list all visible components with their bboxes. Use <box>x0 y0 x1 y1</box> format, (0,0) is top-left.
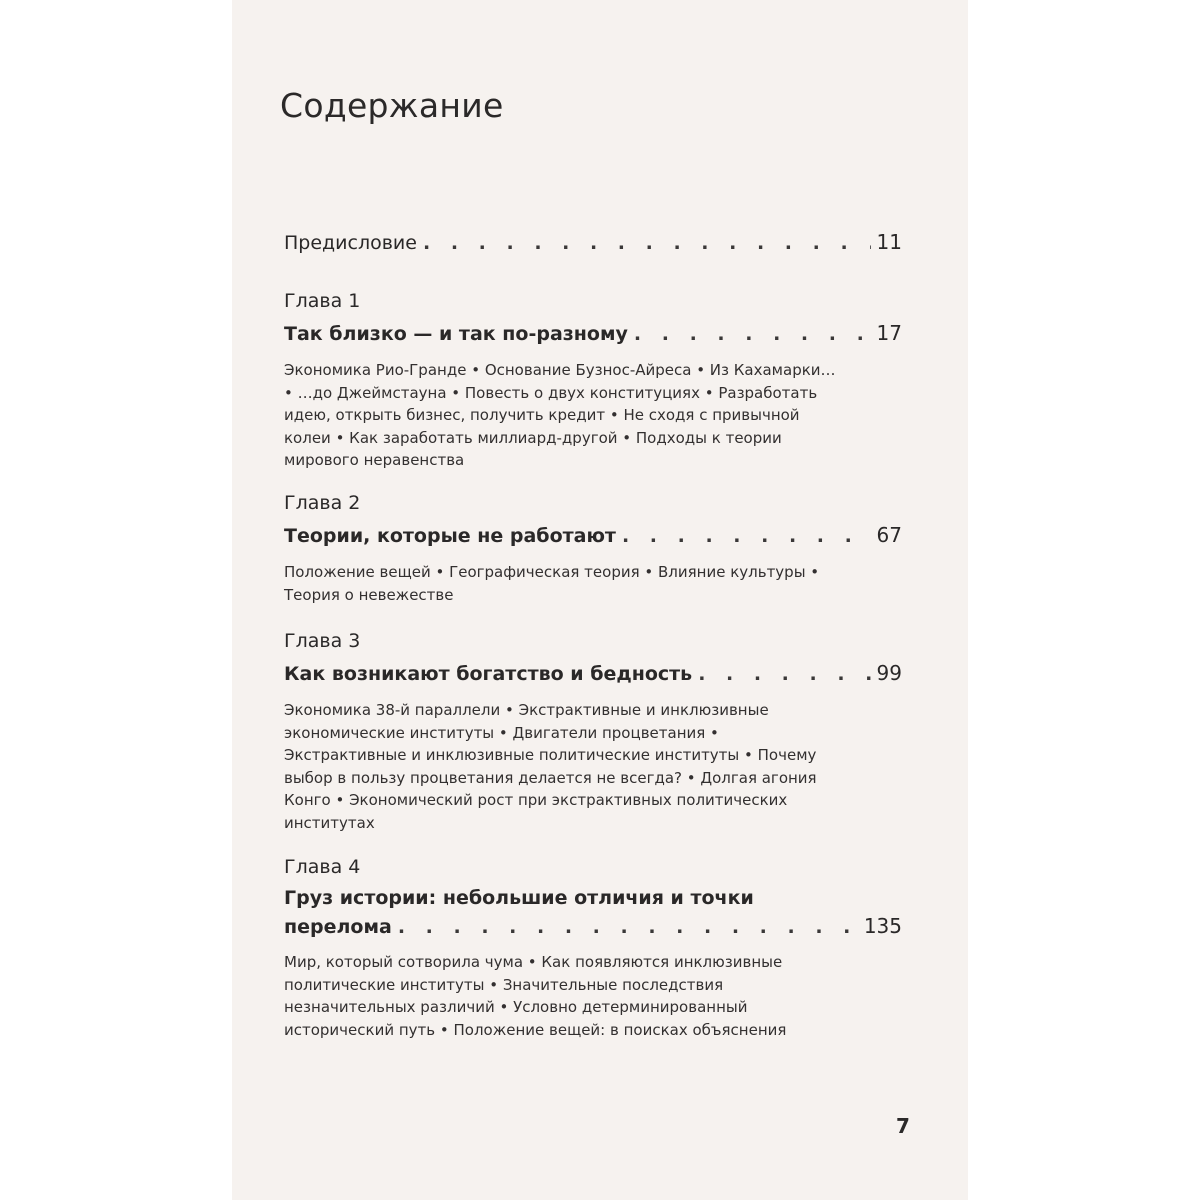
chapter-title-block <box>284 884 902 941</box>
chapter-title: Как возникают богатство и бедность <box>284 663 693 685</box>
dot-leader <box>423 228 871 258</box>
chapter-summary: Положение вещей • Географическая теория • Влияние культуры • Теория о невежестве <box>284 563 820 604</box>
toc-page-number: 135 <box>863 914 902 938</box>
chapter-title-line-1: Груз истории: небольшие отличия и точки <box>284 887 754 909</box>
chapter-label: Глава 2 <box>284 492 361 514</box>
toc-entry-chapter-1 <box>284 290 902 472</box>
toc-page-number: 11 <box>876 230 902 254</box>
toc-entry-chapter-3 <box>284 630 902 834</box>
book-page <box>232 0 968 1200</box>
chapter-title: Так близко — и так по-разному <box>284 323 628 345</box>
dot-leader <box>622 521 871 551</box>
toc-page-number: 99 <box>876 661 902 685</box>
chapter-summary: Мир, который сотворила чума • Как появляются инклюзивные политические институты • Значительные последствия незначительных различий • Условно детерминированный исторический путь • Положение вещей: в поисках объяснения <box>284 953 787 1039</box>
toc-heading-row <box>284 658 902 689</box>
page-folio: 7 <box>896 1114 910 1138</box>
toc-page-number: 67 <box>876 523 902 547</box>
chapter-title: Теории, которые не работают <box>284 525 616 547</box>
chapter-label: Глава 3 <box>284 630 361 652</box>
toc-entry-chapter-4 <box>284 856 902 1041</box>
chapter-label: Глава 4 <box>284 856 361 878</box>
chapter-label: Глава 1 <box>284 290 361 312</box>
dot-leader <box>698 659 870 689</box>
chapter-summary: Экономика 38-й параллели • Экстрактивные и инклюзивные экономические институты • Двигатели процветания • Экстрактивные и инклюзивные политические институты • Почему выбор в пользу процветания делается не всегда? • Долгая агония Конго • Экономический рост при экстрактивных политических институтах <box>284 701 817 832</box>
toc-heading-row <box>284 912 902 941</box>
toc-entry-chapter-2 <box>284 492 902 606</box>
toc-heading-row <box>284 227 902 258</box>
toc-page-number: 17 <box>876 321 902 345</box>
page-title: Содержание <box>280 86 504 125</box>
dot-leader <box>634 319 871 349</box>
dot-leader <box>398 913 858 941</box>
toc-heading: Предисловие <box>284 232 417 254</box>
chapter-title-line-2: перелома <box>284 916 392 938</box>
toc-entry-preface <box>284 227 902 258</box>
toc-heading-row <box>284 318 902 349</box>
toc-heading-row <box>284 520 902 551</box>
chapter-summary: Экономика Рио-Гранде • Основание Бузнос-Айреса • Из Кахамарки… • …до Джеймстауна • Повесть о двух конституциях • Разработать идею, открыть бизнес, получить кредит • Не сходя с привычной колеи • Как заработать миллиард-другой • Подходы к теории мирового неравенства <box>284 361 836 469</box>
